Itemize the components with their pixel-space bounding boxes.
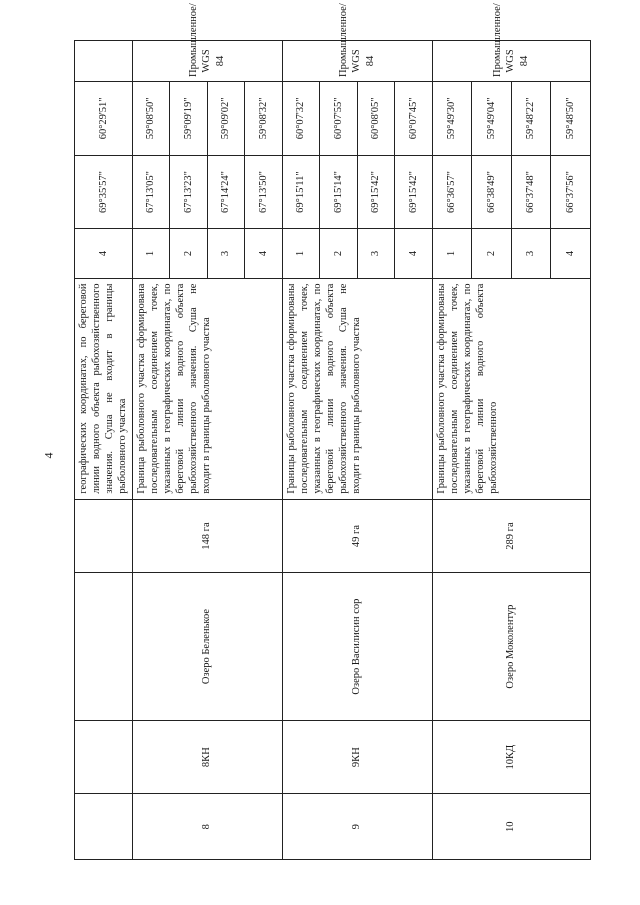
latitude-column bbox=[282, 155, 432, 229]
page-number: 4 bbox=[41, 452, 56, 459]
point-number: 2 bbox=[170, 229, 208, 277]
longitude-value: 60°29'51" bbox=[97, 97, 109, 140]
point-number: 4 bbox=[97, 250, 109, 257]
area-code-cell bbox=[75, 720, 133, 794]
table-row bbox=[282, 41, 432, 860]
longitude-column bbox=[432, 82, 590, 156]
point-number: 1 bbox=[283, 229, 321, 277]
point-number: 2 bbox=[320, 229, 358, 277]
boundary-description-cell: Граница рыболовного участка сформирована последовательным соединением точек, указанных в географических координатах, по береговой линии водного объекта рыбохозяйственного значения. Суша не входит в границы рыболовного участка bbox=[132, 278, 282, 499]
latitude-value: 66°36'57" bbox=[433, 156, 473, 229]
longitude-value: 59°09'19" bbox=[170, 82, 208, 155]
longitude-value: 59°48'50" bbox=[564, 97, 576, 140]
point-number: 4 bbox=[407, 250, 419, 257]
coordinate-system-cell bbox=[75, 41, 133, 82]
water-body-name-cell bbox=[75, 573, 133, 720]
coordinate-system-cell: Промышленное/ WGS 84 bbox=[132, 41, 282, 82]
longitude-value: 60°07'55" bbox=[320, 82, 358, 155]
row-number-cell: 9 bbox=[282, 794, 432, 860]
boundary-description-cell: географических координатах, по береговой линии водного объекта рыбохозяйственного значения. Суша не входит в границы рыболовного участка bbox=[75, 278, 133, 499]
longitude-value: 59°48'22" bbox=[512, 82, 552, 155]
point-number: 3 bbox=[512, 229, 552, 277]
latitude-value: 66°38'49" bbox=[472, 156, 512, 229]
table-row bbox=[132, 41, 282, 860]
longitude-value: 59°08'50" bbox=[133, 82, 171, 155]
point-number-column bbox=[432, 229, 590, 278]
area-code-cell: 8КН bbox=[132, 720, 282, 794]
latitude-column bbox=[432, 155, 590, 229]
point-number-column bbox=[282, 229, 432, 278]
rotated-table-container bbox=[74, 3, 588, 860]
area-code-cell: 9КН bbox=[282, 720, 432, 794]
coordinate-system-cell: Промышленное/ WGS 84 bbox=[432, 41, 590, 82]
longitude-value: 60°07'45" bbox=[407, 97, 419, 140]
water-body-name-cell: Озеро Беленькое bbox=[132, 573, 282, 720]
point-number-column bbox=[132, 229, 282, 278]
point-number: 4 bbox=[257, 250, 269, 257]
latitude-column bbox=[75, 155, 133, 229]
latitude-value: 67°14'24" bbox=[208, 156, 246, 229]
longitude-value: 60°07'32" bbox=[283, 82, 321, 155]
row-number-cell bbox=[75, 794, 133, 860]
boundary-description-cell: Границы рыболовного участка сформированы последовательным соединением точек, указанных в географических координатах, по береговой линии водного объекта рыбохозяйственного bbox=[432, 278, 590, 499]
point-number: 1 bbox=[133, 229, 171, 277]
area-size-cell: 148 га bbox=[132, 499, 282, 573]
boundary-description-cell: Границы рыболовного участка сформированы последовательным соединением точек, указанных в географических координатах, по береговой линии водного объекта рыбохозяйственного значения. Суша не входит в границы рыболовного участка bbox=[282, 278, 432, 499]
area-size-cell bbox=[75, 499, 133, 573]
point-number: 4 bbox=[564, 250, 576, 257]
fishing-areas-table bbox=[74, 3, 591, 860]
longitude-column bbox=[132, 82, 282, 156]
row-number-cell: 10 bbox=[432, 794, 590, 860]
point-number: 3 bbox=[208, 229, 246, 277]
latitude-value: 67°13'50" bbox=[257, 171, 269, 213]
longitude-value: 60°08'05" bbox=[358, 82, 396, 155]
longitude-value: 59°49'30" bbox=[433, 82, 473, 155]
area-code-cell: 10КД bbox=[432, 720, 590, 794]
point-number: 2 bbox=[472, 229, 512, 277]
latitude-value: 69°15'42" bbox=[407, 171, 419, 213]
row-number-cell: 8 bbox=[132, 794, 282, 860]
longitude-value: 59°08'32" bbox=[257, 97, 269, 140]
latitude-value: 69°35'57" bbox=[97, 171, 109, 213]
longitude-value: 59°49'04" bbox=[472, 82, 512, 155]
latitude-value: 69°15'14" bbox=[320, 156, 358, 229]
point-number-column bbox=[75, 229, 133, 278]
area-size-cell: 289 га bbox=[432, 499, 590, 573]
water-body-name-cell: Озеро Моколентур bbox=[432, 573, 590, 720]
latitude-column bbox=[132, 155, 282, 229]
latitude-value: 67°13'23" bbox=[170, 156, 208, 229]
point-number: 3 bbox=[358, 229, 396, 277]
latitude-value: 67°13'05" bbox=[133, 156, 171, 229]
water-body-name-cell: Озеро Василисин сор bbox=[282, 573, 432, 720]
latitude-value: 69°15'11" bbox=[283, 156, 321, 229]
area-size-cell: 49 га bbox=[282, 499, 432, 573]
longitude-value: 59°09'02" bbox=[208, 82, 246, 155]
coordinate-system-cell: Промышленное/ WGS 84 bbox=[282, 41, 432, 82]
latitude-value: 66°37'56" bbox=[564, 171, 576, 213]
point-number: 1 bbox=[433, 229, 473, 277]
longitude-column bbox=[75, 82, 133, 156]
latitude-value: 66°37'48" bbox=[512, 156, 552, 229]
longitude-column bbox=[282, 82, 432, 156]
table-row bbox=[432, 41, 590, 860]
latitude-value: 69°15'42" bbox=[358, 156, 396, 229]
table-row bbox=[75, 41, 133, 860]
